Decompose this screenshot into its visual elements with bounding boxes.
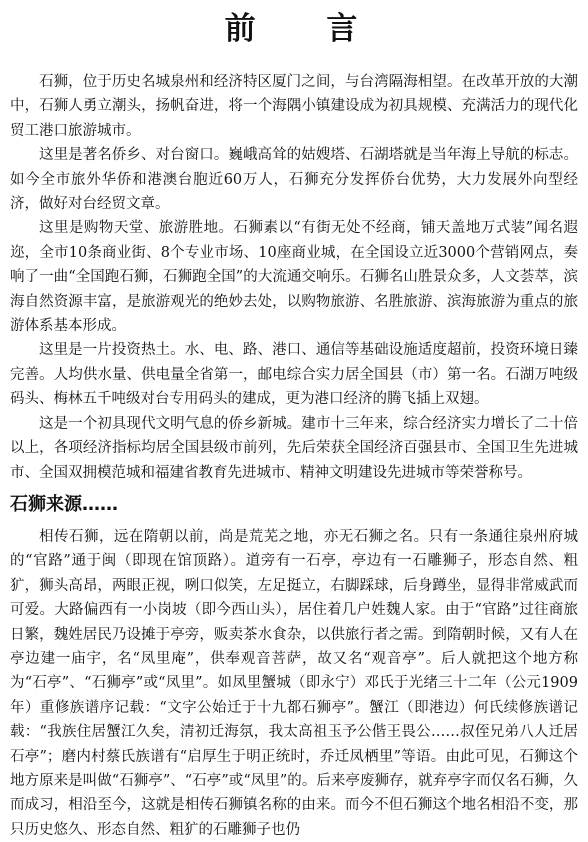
page-title: 前 言 bbox=[224, 11, 388, 47]
intro-paragraph: 石狮，位于历史名城泉州和经济特区厦门之间，与台湾隔海相望。在改革开放的大潮中，石狮人勇立潮头，扬帆奋进，将一个海隅小镇建设成为初具规模、充满活力的现代化贸工港口旅游城市。 bbox=[10, 74, 578, 139]
intro-paragraph: 这是一个初具现代文明气息的侨乡新城。建市十三年来，综合经济实力增长了二十倍以上，各项经济指标均居全国县级市前列，先后荣获全国经济百强县市、全国卫生先进城市、全国双拥模范城和福建省教育先进城市、精神文明建设先进城市等荣誉称号。 bbox=[10, 415, 578, 481]
intro-paragraph: 这里是一片投资热土。水、电、路、港口、通信等基础设施适度超前，投资环境日臻完善。人均供水量、供电量全省第一，邮电综合实力居全国县（市）第一名。石湖万吨级码头、梅林五千吨级对台专用码头的建成，更为港口经济的腾飞插上双翅。 bbox=[10, 342, 578, 408]
intro-paragraph: 这里是著名侨乡、对台窗口。巍峨高耸的姑嫂塔、石湖塔就是当年海上导航的标志。如今全市旅外华侨和港澳台胞近60万人，石狮充分发挥侨台优势，大力发展外向型经济，做好对台经贸文章。 bbox=[10, 147, 578, 213]
section-paragraph: 相传石狮，远在隋朝以前，尚是荒芜之地，亦无石狮之名。只有一条通往泉州府城的“官路”通于闽（即现在馆顶路）。道旁有一石亭，亭边有一石雕狮子，形态自然、粗犷，狮头高昂，两眼正视，咧口似笑，左足挺立，右脚踩球，后身蹲坐，显得非常威武而可爱。大路偏西有一小岗坡（即今西山头），居住着几户姓魏人家。由于“官路”过往商旅日繁，魏姓居民乃设摊于亭旁，贩卖茶水食杂，以供旅行者之需。到隋朝时候，又有人在亭边建一庙宇，名“凤里庵”，供奉观音菩萨，故又名“观音亭”。后人就把这个地方称为“石亭”、“石狮亭”或“凤里”。如凤里蟹城（即永宁）邓氏于光绪三十二年（公元1909年）重修族谱序记载：“文字公始迁于十九都石狮亭”。蟹江（即港边）何氏续修族谱记载：“我族住居蟹江久矣，清初迁海氛，我太高祖玉予公偕王畏公……叔侄兄弟八人迁居石亭”；磨内村蔡氏族谱有“启厚生于明正统时，乔迁凤栖里”等语。由此可见，石狮这个地方原来是叫做“石狮亭”、“石亭”或“凤里”的。后来亭废狮存，就弃亭字而仅名石狮，久而成习，相沿至今，这就是相传石狮镇名称的由来。而今不但石狮这个地名相沿不变，那只历史悠久、形态自然、粗犷的石雕狮子也仍 bbox=[10, 528, 578, 838]
origin-section bbox=[10, 525, 578, 842]
intro-section bbox=[10, 70, 578, 485]
section-heading: 石狮来源…… bbox=[10, 493, 118, 515]
intro-paragraph: 这里是购物天堂、旅游胜地。石狮素以“有街无处不经商，铺天盖地万式装”闻名遐迩，全市10条商业街、8个专业市场、10座商业城，在全国设立近3000个营销网点，奏响了一曲“全国跑石狮，石狮跑全国”的大流通交响乐。石狮名山胜景众多，人文荟萃，滨海自然资源丰富，是旅游观光的绝妙去处，以购物旅游、名胜旅游、滨海旅游为重点的旅游体系基本形成。 bbox=[10, 220, 578, 335]
